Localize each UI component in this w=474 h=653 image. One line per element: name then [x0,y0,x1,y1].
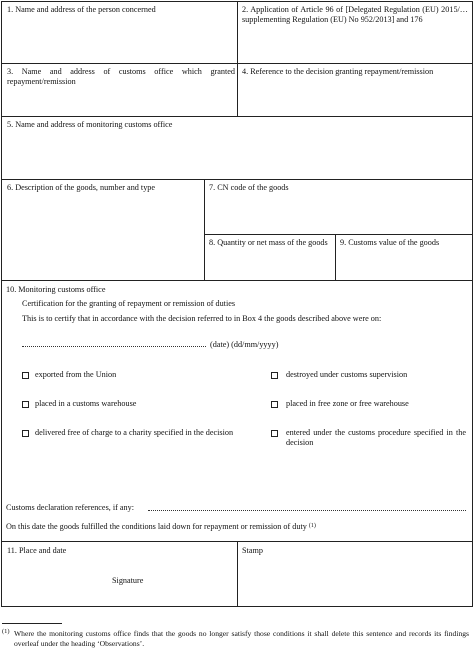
box-7-label: 7. CN code of the goods [209,183,289,192]
declaration-references-label: Customs declaration references, if any: [6,503,134,512]
option-customs-warehouse-label: placed in a customs warehouse [35,399,137,408]
box-2-label: 2. Application of Article 96 of [Delegated Regulation (EU) 2015/… supplementing Regulation (EU) No 952/2013] and 176 [242,5,468,25]
footnote-marker: (1) [2,628,10,635]
option-charity-label: delivered free of charge to a charity specified in the decision [35,428,234,437]
option-destroyed-label: destroyed under customs supervision [286,370,408,379]
box-6-label: 6. Description of the goods, number and type [7,183,156,192]
option-customs-procedure-label: entered under the customs procedure specified in the decision [286,428,466,448]
option-free-zone-label: placed in free zone or free warehouse [286,399,409,408]
box-2-article-application [237,1,473,64]
box-10-label: 10. Monitoring customs office [6,285,106,294]
date-format-label: (date) (dd/mm/yyyy) [210,340,279,349]
box-9-customs-value [335,234,473,281]
box-1-label: 1. Name and address of the person concerned [7,5,156,14]
declaration-references-field[interactable] [148,510,466,511]
box-11-label: 11. Place and date [7,546,67,555]
box-8-label: 8. Quantity or net mass of the goods [209,238,328,247]
checkbox-destroyed[interactable] [271,372,278,379]
certification-title: Certification for the granting of repayment or remission of duties [22,299,236,308]
checkbox-exported[interactable] [22,372,29,379]
conditions-text: On this date the goods fulfilled the conditions laid down for repayment or remission of duty [6,522,307,531]
box-7-cn-code [204,179,473,235]
checkbox-free-zone[interactable] [271,401,278,408]
conditions-statement [6,522,316,532]
box-9-label: 9. Customs value of the goods [340,238,440,247]
date-entry-field[interactable] [22,346,206,347]
box-8-quantity [204,234,336,281]
certification-text: This is to certify that in accordance with the decision referred to in Box 4 the goods described above were on: [22,314,382,323]
conditions-footnote-ref: (1) [308,523,316,529]
box-1-person-concerned [1,1,238,64]
footnote-separator [2,623,62,624]
checkbox-charity[interactable] [22,430,29,437]
box-5-label: 5. Name and address of monitoring customs office [7,120,173,129]
box-3-label: 3. Name and address of customs office which granted repayment/remission [7,67,235,87]
option-exported-label: exported from the Union [35,370,117,379]
box-6-goods-description [1,179,205,281]
box-3-granting-office [1,63,238,117]
stamp-box [237,541,473,607]
footnote-text: Where the monitoring customs office finds that the goods no longer satisfy those conditions it shall delete this sentence and records its findings overleaf under the heading ‘Observations’. [14,629,469,648]
stamp-label: Stamp [242,546,263,555]
checkbox-customs-warehouse[interactable] [22,401,29,408]
box-4-decision-reference [237,63,473,117]
box-11-place-date [1,541,238,607]
signature-label: Signature [112,576,144,585]
box-5-monitoring-office [1,116,473,180]
checkbox-customs-procedure[interactable] [271,430,278,437]
box-4-label: 4. Reference to the decision granting repayment/remission [242,67,434,76]
